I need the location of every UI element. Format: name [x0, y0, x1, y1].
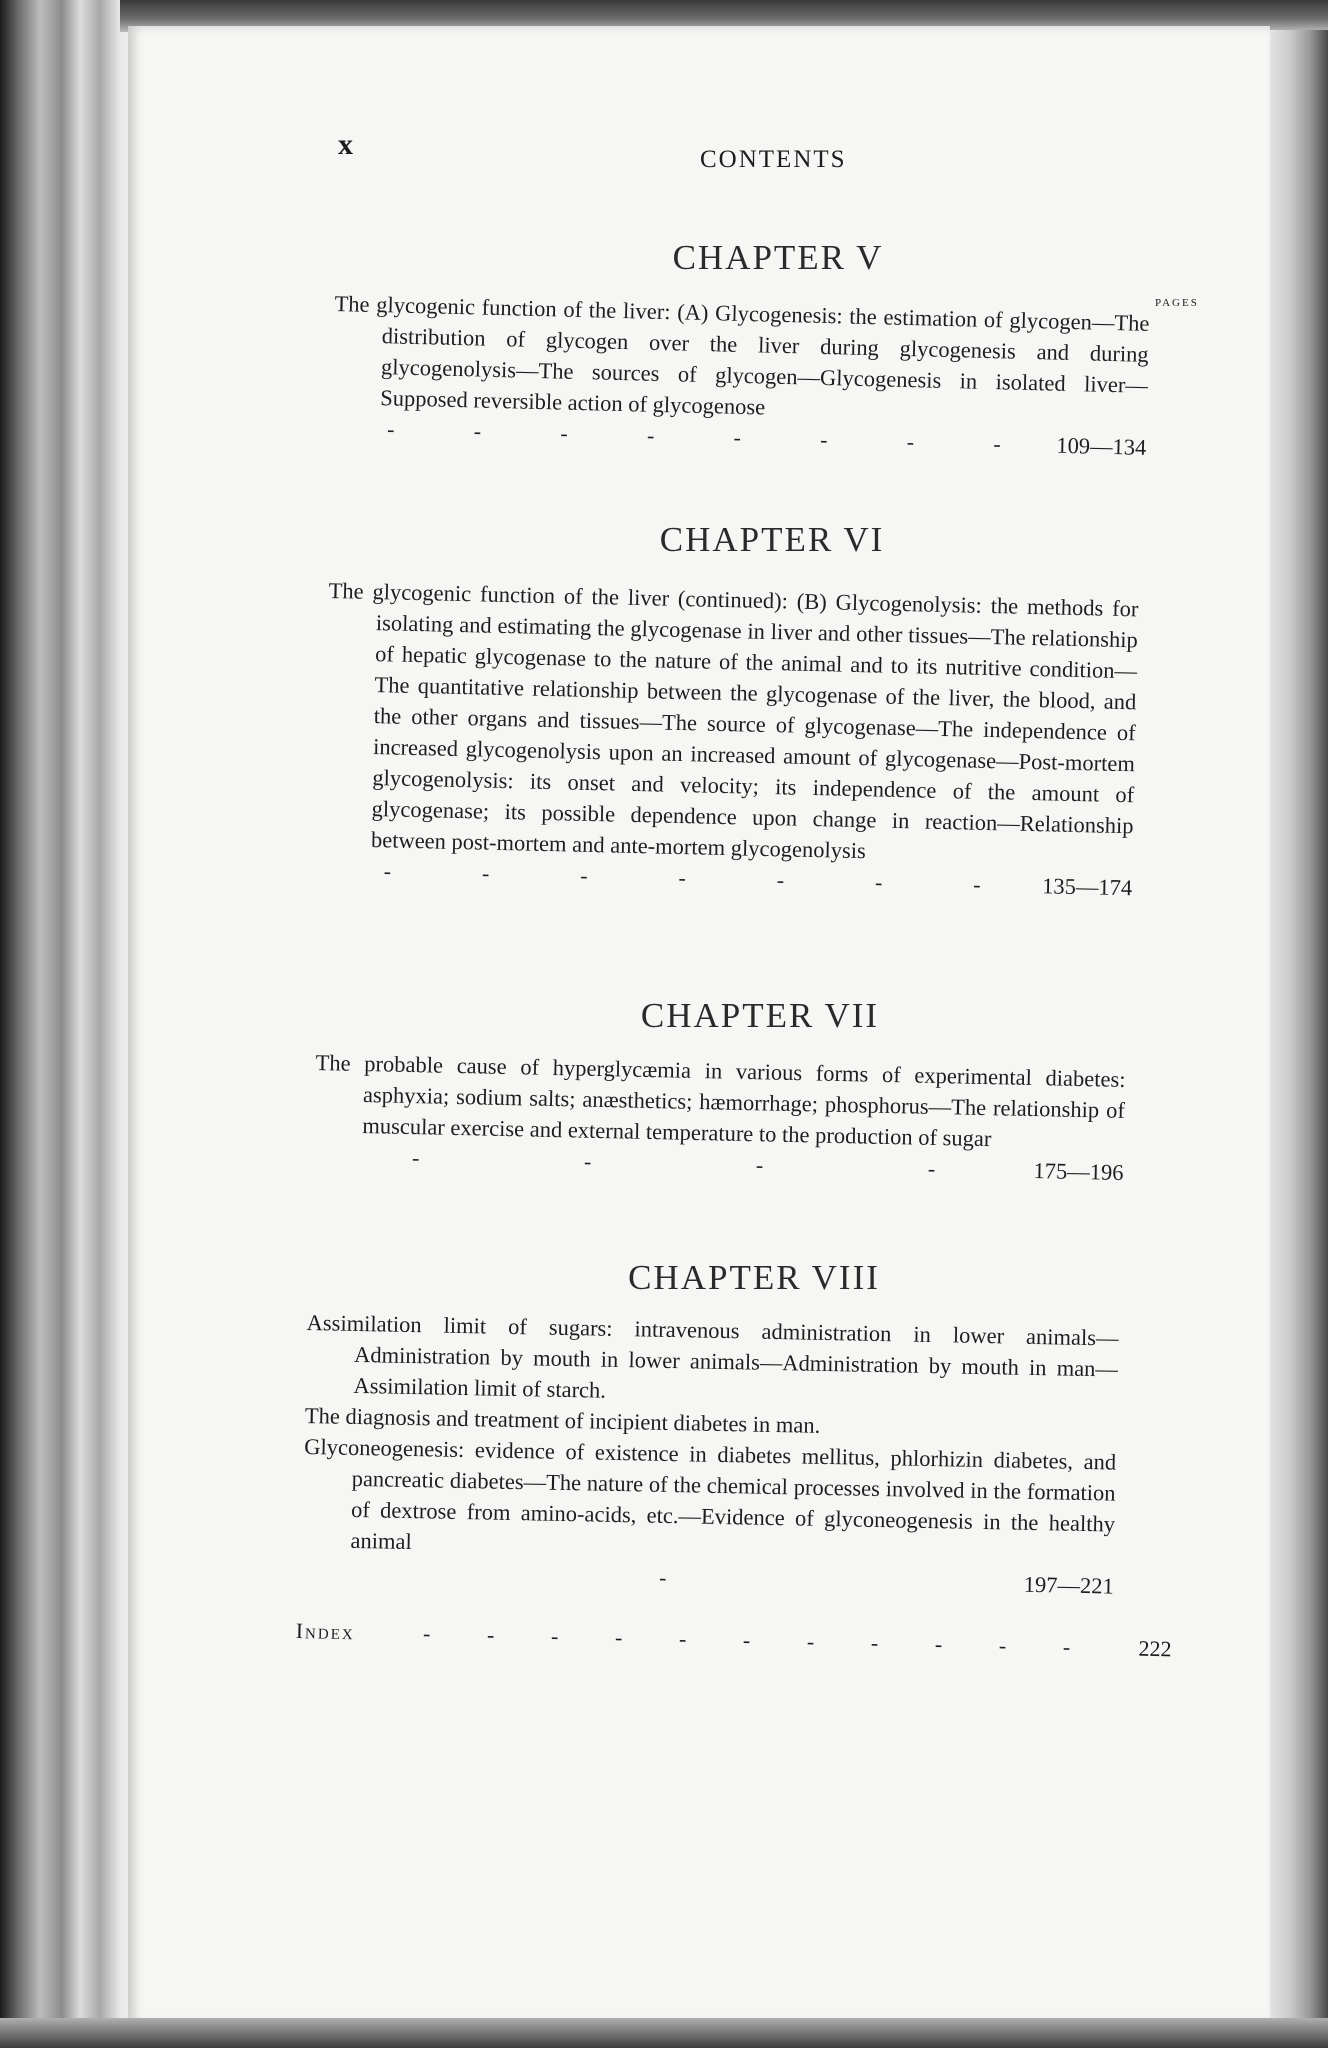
dot-leader: - - - - - - - - - - -	[422, 1620, 1071, 1660]
book-right-edge	[1266, 30, 1328, 2020]
running-head: CONTENTS	[700, 146, 847, 173]
chapter-description: The glycogenic function of the liver: (A) Glycogenesis: the estimation of glycogen—The distribution of glycogen over the liver during glycogenesis and during glycogenolysis—The sources of glycogen—Glycogenesis in isolated liver—Supposed reversible action of glycogenose	[334, 290, 1150, 420]
index-page: 222	[1138, 1635, 1172, 1662]
chapter-entry	[331, 288, 1150, 463]
chapter-entry	[322, 575, 1139, 903]
page-number: x	[338, 128, 354, 161]
dot-leader: - - - -	[411, 1145, 936, 1181]
chapter-entry	[313, 1047, 1125, 1188]
page-range: 135—174	[1041, 873, 1133, 901]
dot-leader: -	[658, 1564, 667, 1590]
chapter-heading: CHAPTER VI	[659, 520, 885, 559]
page-range: 109—134	[1056, 432, 1147, 460]
chapter-description: The diagnosis and treatment of incipient diabetes in man.	[304, 1402, 821, 1438]
index-label: Index	[295, 1618, 355, 1645]
dot-leader: - - - - - - - -	[386, 416, 1002, 457]
chapter-heading: CHAPTER VIII	[628, 1258, 880, 1297]
chapter-heading: CHAPTER VII	[640, 996, 880, 1035]
dot-leader: - - - - - - -	[383, 858, 981, 897]
chapter-heading: CHAPTER V	[672, 238, 884, 277]
book-spine-shadow	[0, 0, 135, 2048]
chapter-entry	[302, 1307, 1119, 1602]
chapter-description: The probable cause of hyperglycæmia in various forms of experimental diabetes: asphyxia; sodium salts; anæsthetics; hæmorrhage; phosphorus—The relationship of muscular exercise and external temperature to the production of sugar	[315, 1049, 1126, 1152]
chapter-description: Glyconeogenesis: evidence of existence in diabetes mellitus, phlorhizin diabetes, and pancreatic diabetes—The nature of the chemical processes involved in the formation of dextrose from amino-acids, etc.—Evidence of glyconeogenesis in the healthy animal	[304, 1433, 1117, 1555]
pages-column-label: PAGES	[1155, 297, 1199, 309]
scan-bottom-edge	[0, 2018, 1328, 2048]
page-range: 175—196	[1033, 1158, 1124, 1185]
chapter-description: The glycogenic function of the liver (continued): (B) Glycogenolysis: the methods for isolating and estimating the glycogenase in liver and other tissues—The relationship of hepatic glycogenase to the nature of the animal and to its nutritive condition—The quantitative relationship between the glycogenase of the liver, the blood, and the other organs and tissues—The source of glycogenase—The independence of increased glycogenolysis upon an increased amount of glycogenase—Post-mortem glycogenolysis: its onset and velocity; its independence of the amount of glycogenase; its possible dependence upon change in reaction—Relationship between post-mortem and ante-mortem glycogenolysis	[328, 577, 1139, 864]
chapter-description: Assimilation limit of sugars: intravenous administration in lower animals—Administration by mouth in lower animals—Administration by mouth in man—Assimilation limit of starch.	[306, 1309, 1119, 1403]
page-range: 197—221	[1023, 1571, 1115, 1599]
